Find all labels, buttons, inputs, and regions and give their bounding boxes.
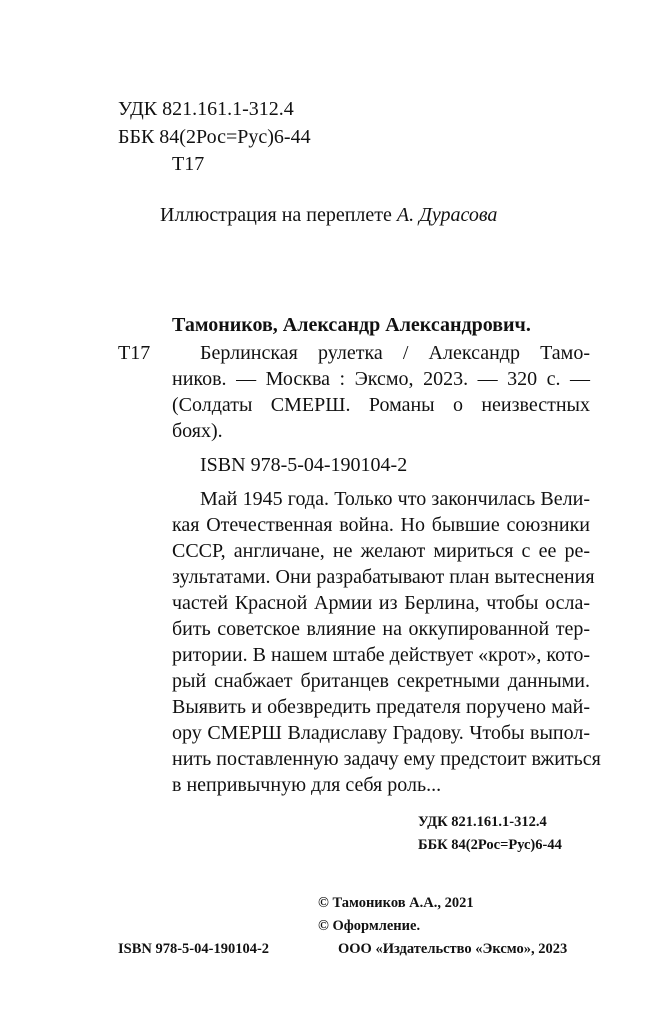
bbk-code: ББК 84(2Рос=Рус)6-44 (118, 126, 311, 148)
annotation-line: зультатами. Они разрабатывают план вытеснения (172, 566, 595, 588)
annotation-line: ору СМЕРШ Владиславу Градову. Чтобы выпол- (172, 722, 590, 744)
bib-sign: Т17 (118, 342, 151, 364)
illustration-prefix: Иллюстрация на переплете (160, 204, 397, 226)
annotation-line: Выявить и обезвредить предателя поручено май- (172, 696, 590, 718)
copyright-design: © Оформление. (318, 918, 421, 934)
udk-code: УДК 821.161.1-312.4 (118, 98, 294, 120)
author-sign: Т17 (172, 153, 205, 175)
copyright-isbn: ISBN 978-5-04-190104-2 (118, 941, 270, 957)
annotation-line: рый снабжает британцев секретными данными. (172, 670, 590, 692)
annotation-line: нить поставленную задачу ему предстоит вжиться (172, 748, 601, 770)
bib-line: Берлинская рулетка / Александр Тамо- (200, 342, 590, 364)
bib-line: ников. — Москва : Эксмо, 2023. — 320 с. — (172, 368, 590, 390)
annotation-line: Май 1945 года. Только что закончилась Вели- (200, 488, 590, 510)
annotation-line: бить советское влияние на оккупированной тер- (172, 618, 590, 640)
annotation-line: частей Красной Армии из Берлина, чтобы осла- (172, 592, 590, 614)
illustration-credit (160, 202, 497, 228)
bib-line: боях). (172, 420, 223, 442)
bib-line: (Солдаты СМЕРШ. Романы о неизвестных (172, 394, 590, 416)
annotation-line: кая Отечественная война. Но бывшие союзники (172, 514, 590, 536)
copyright-author: © Тамоников А.А., 2021 (318, 895, 474, 911)
illustration-artist: А. Дурасова (396, 204, 498, 226)
bib-author-heading: Тамоников, Александр Александрович. (172, 314, 531, 336)
footer-udk-code: УДК 821.161.1-312.4 (418, 814, 547, 830)
annotation-line: ритории. В нашем штабе действует «крот», кото- (172, 644, 590, 666)
copyright-publisher: ООО «Издательство «Эксмо», 2023 (338, 941, 568, 957)
annotation-line: в непривычную для себя роль... (172, 774, 442, 796)
footer-bbk-code: ББК 84(2Рос=Рус)6-44 (418, 837, 562, 853)
bib-isbn: ISBN 978-5-04-190104-2 (200, 454, 408, 476)
annotation-line: СССР, англичане, не желают мириться с ее ре- (172, 540, 590, 562)
